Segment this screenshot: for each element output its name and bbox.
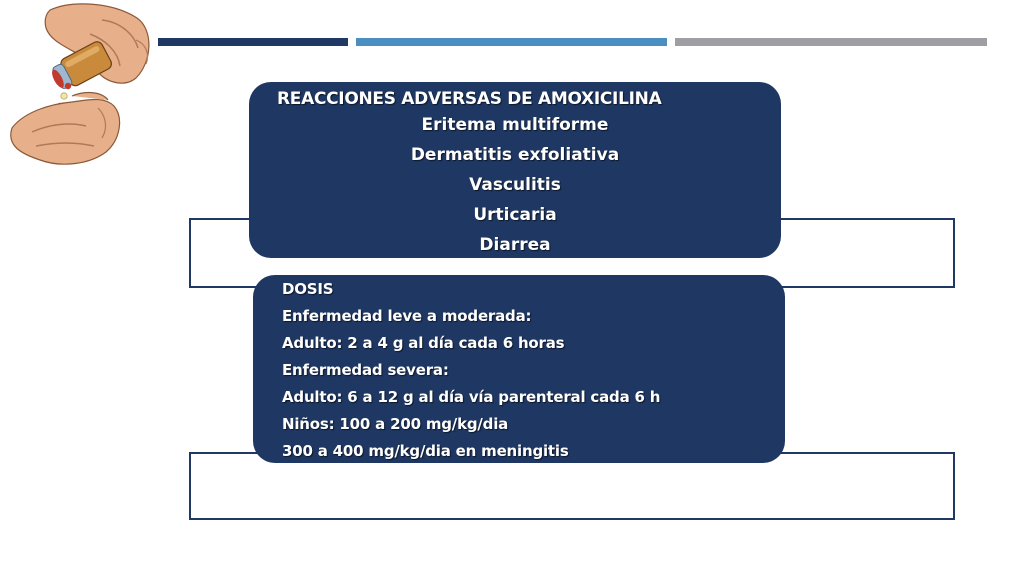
dosage-line: Niños: 100 a 200 mg/kg/dia [282,415,509,433]
dosage-title: DOSIS [282,280,334,298]
header-stripe-gray [675,38,987,46]
reaction-item: Eritema multiforme [421,115,609,135]
reaction-item: Dermatitis exfoliativa [410,145,620,165]
adverse-reactions-card [249,82,781,258]
adverse-reactions-title: REACCIONES ADVERSAS DE AMOXICILINA [277,89,662,109]
dosage-list [282,278,660,467]
dosage-line: Adulto: 6 a 12 g al día vía parenteral cada 6 h [282,388,661,406]
dosage-line: Enfermedad leve a moderada: [282,307,532,325]
adverse-reactions-list [249,114,781,264]
dosage-line: Adulto: 2 a 4 g al día cada 6 horas [282,334,565,352]
reaction-item: Diarrea [479,235,551,255]
dosage-line: 300 a 400 mg/kg/dia en meningitis [282,442,569,460]
header-stripe-blue [356,38,667,46]
reaction-item: Vasculitis [469,175,561,195]
header-stripe-navy [158,38,348,46]
dosage-card [253,275,785,463]
reaction-item: Urticaria [473,205,557,225]
dosage-line: Enfermedad severa: [282,361,449,379]
hands-pill-bottle-icon [2,0,154,172]
